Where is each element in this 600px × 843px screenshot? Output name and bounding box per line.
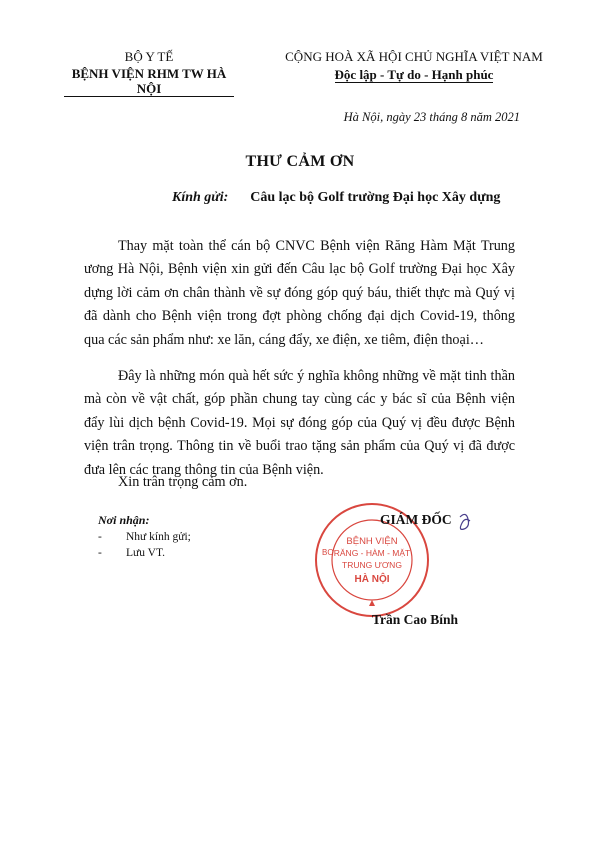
hospital-name: BỆNH VIỆN RHM TW HÀ NỘI xyxy=(64,66,234,97)
signer-role: GIÁM ĐỐC xyxy=(380,512,452,527)
stamp-line-2: RĂNG - HÀM - MẶT xyxy=(333,548,411,558)
recipients-label: Nơi nhận: xyxy=(98,513,150,527)
national-motto: Độc lập - Tự do - Hạnh phúc xyxy=(334,67,494,82)
list-item: - Lưu VT. xyxy=(98,547,166,559)
issuer-header xyxy=(64,48,234,98)
stamp-code: BO xyxy=(322,548,334,557)
body-paragraph-1 xyxy=(84,235,515,352)
recipient-name: Câu lạc bộ Golf trường Đại học Xây dựng xyxy=(250,190,501,205)
body-paragraph-3 xyxy=(84,471,515,494)
recipient-label: Kính gửi: xyxy=(172,190,229,205)
paragraph-text: Thay mặt toàn thể cán bộ CNVC Bệnh viện Răng Hàm Mặt Trung ương Hà Nội, Bệnh viện xin gửi đến Câu lạc bộ Golf trường Đại học Xây dựng lời cảm ơn chân thành về sự đóng góp quý báu, thiết thực mà Quý vị đã dành cho Bệnh viện trong đợt phòng chống đại dịch Covid-19, thông qua các sản phẩm như: xe lăn, cáng đẩy, xe điện, xe tiêm, điện thoại… xyxy=(84,238,515,348)
signer-name: Trần Cao Bính xyxy=(372,612,459,627)
recipient-line xyxy=(172,190,500,206)
paragraph-text: Đây là những món quà hết sức ý nghĩa không những về mặt tinh thần mà còn về vật chất, góp phần chung tay cùng các y bác sĩ của Bệnh viện đẩy lùi dịch bệnh Covid-19. Mọi sự đóng góp của Quý vị đều được Bệnh viện trân trọng. Thông tin về buổi trao tặng sản phẩm của Quý vị đã được đưa lên các trang thông tin của Bệnh viện. xyxy=(84,368,515,478)
recipients-list xyxy=(98,529,191,561)
page-title: THƯ CẢM ƠN xyxy=(245,153,355,170)
ministry-name: BỘ Y TẾ xyxy=(124,49,174,64)
letter-date: Hà Nội, ngày 23 tháng 8 năm 2021 xyxy=(343,110,520,124)
stamp-line-4: HÀ NỘI xyxy=(354,574,390,585)
stamp-line-3: TRUNG ƯƠNG xyxy=(342,560,402,570)
paragraph-text: Xin trân trọng cảm ơn. xyxy=(118,474,248,490)
list-item: - Như kính gửi; xyxy=(98,531,191,543)
national-header xyxy=(268,48,560,84)
body-paragraph-2 xyxy=(84,365,515,482)
stamp-line-1: BỆNH VIỆN xyxy=(346,536,398,547)
country-name: CỘNG HOÀ XÃ HỘI CHỦ NGHĨA VIỆT NAM xyxy=(285,49,543,64)
